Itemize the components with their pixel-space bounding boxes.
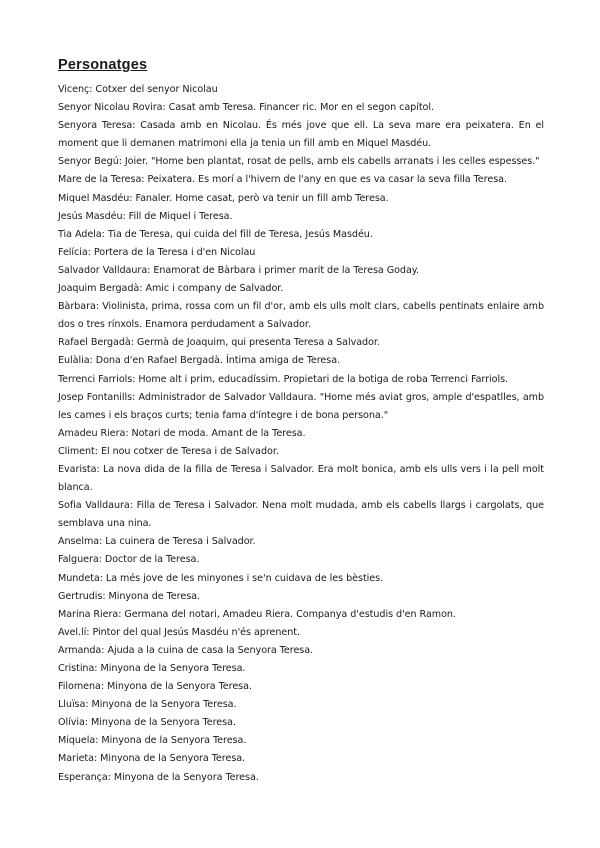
character-list [58,81,544,787]
character-entry-barbara: Bàrbara: Violinista, prima, rossa com un fil d'or, amb els ulls molt clars, cabells pentinats enlaire amb dos o tres rínxols. Enamora perdudament a Salvador. [58,301,544,331]
character-entry-salvador-valldaura: Salvador Valldaura: Enamorat de Bàrbara i primer marit de la Teresa Goday. [58,264,420,276]
character-entry-esperanca: Esperança: Minyona de la Senyora Teresa. [58,771,259,783]
character-entry-marieta: Marieta: Minyona de la Senyora Teresa. [58,753,246,765]
character-entry-lluisa: Lluïsa: Minyona de la Senyora Teresa. [58,699,237,711]
character-entry-avelli: Avel.lí: Pintor del qual Jesús Masdéu n'és aprenent. [58,626,301,638]
character-entry-armanda: Armanda: Ajuda a la cuina de casa la Senyora Teresa. [58,644,314,656]
character-entry-gertrudis: Gertrudis: Minyona de Teresa. [58,590,200,602]
character-entry-josep-fontanills: Josep Fontanills: Administrador de Salvador Valldaura. "Home més aviat gros, ample d'espatlles, amb les cames i els braços curts; tenia fama d'íntegre i de bona persona." [58,391,544,421]
character-entry-terrenci-farriols: Terrenci Farriols: Home alt i prim, educadíssim. Propietari de la botiga de roba Terrenci Farriols. [58,373,509,385]
character-entry-marina-riera: Marina Riera: Germana del notari, Amadeu Riera. Companya d'estudis d'en Ramon. [58,608,456,620]
character-entry-joaquim-bergada: Joaquim Bergadà: Amic i company de Salvador. [58,283,284,295]
character-entry-nicolau-rovira: Senyor Nicolau Rovira: Casat amb Teresa. Financer ric. Mor en el segon capítol. [58,102,434,114]
character-entry-evarista: Evarista: La nova dida de la filla de Teresa i Salvador. Era molt bonica, amb els ulls vers i la pell molt blanca. [58,463,544,494]
character-entry-felicia: Felícia: Portera de la Teresa i d'en Nicolau [58,246,256,258]
character-entry-vicenc: Vicenç: Cotxer del senyor Nicolau [58,84,218,95]
character-entry-senyora-teresa: Senyora Teresa: Casada amb en Nicolau. És més jove que ell. La seva mare era peixatera. En el moment que li demanen matrimoni ella ja tenia un fill amb en Miquel Masdéu. [58,120,544,150]
character-entry-sofia-valldaura: Sofia Valldaura: Filla de Teresa i Salvador. Nena molt mudada, amb els cabells llargs i cargolats, que semblava una nina. [58,500,544,530]
character-entry-anselma: Anselma: La cuinera de Teresa i Salvador. [58,536,256,548]
character-entry-cristina: Cristina: Minyona de la Senyora Teresa. [58,663,246,674]
character-entry-begu: Senyor Begú: Joier. "Home ben plantat, rosat de pells, amb els cabells arranats i les celles espesses." [58,156,540,168]
character-entry-climent: Climent: El nou cotxer de Teresa i de Salvador. [58,445,279,457]
character-entry-filomena: Filomena: Minyona de la Senyora Teresa. [58,681,252,693]
character-entry-mundeta: Mundeta: La més jove de les minyones i se'n cuidava de les bèsties. [58,572,384,584]
character-entry-miquela: Miquela: Minyona de la Senyora Teresa. [58,735,247,747]
character-entry-miquel-masdeu: Miquel Masdéu: Fanaler. Home casat, però va tenir un fill amb Teresa. [58,192,389,204]
character-entry-eulalia: Eulàlia: Dona d'en Rafael Bergadà. Íntima amiga de Teresa. [58,355,341,367]
character-entry-jesus-masdeu: Jesús Masdéu: Fill de Miquel i Teresa. [58,210,233,222]
character-entry-mare-teresa: Mare de la Teresa: Peixatera. Es morí a l'hivern de l'any en que es va casar la seva filla Teresa. [58,174,507,186]
character-entry-tia-adela: Tia Adela: Tia de Teresa, qui cuida del fill de Teresa, Jesús Masdéu. [58,228,373,240]
character-entry-olivia: Olívia: Minyona de la Senyora Teresa. [58,717,236,729]
character-entry-falguera: Falguera: Doctor de la Teresa. [58,554,200,566]
character-entry-rafael-bergada: Rafael Bergadà: Germà de Joaquim, qui presenta Teresa a Salvador. [58,337,380,349]
character-entry-amadeu-riera: Amadeu Riera: Notari de moda. Amant de la Teresa. [58,427,306,439]
page-title: Personatges [58,57,148,73]
